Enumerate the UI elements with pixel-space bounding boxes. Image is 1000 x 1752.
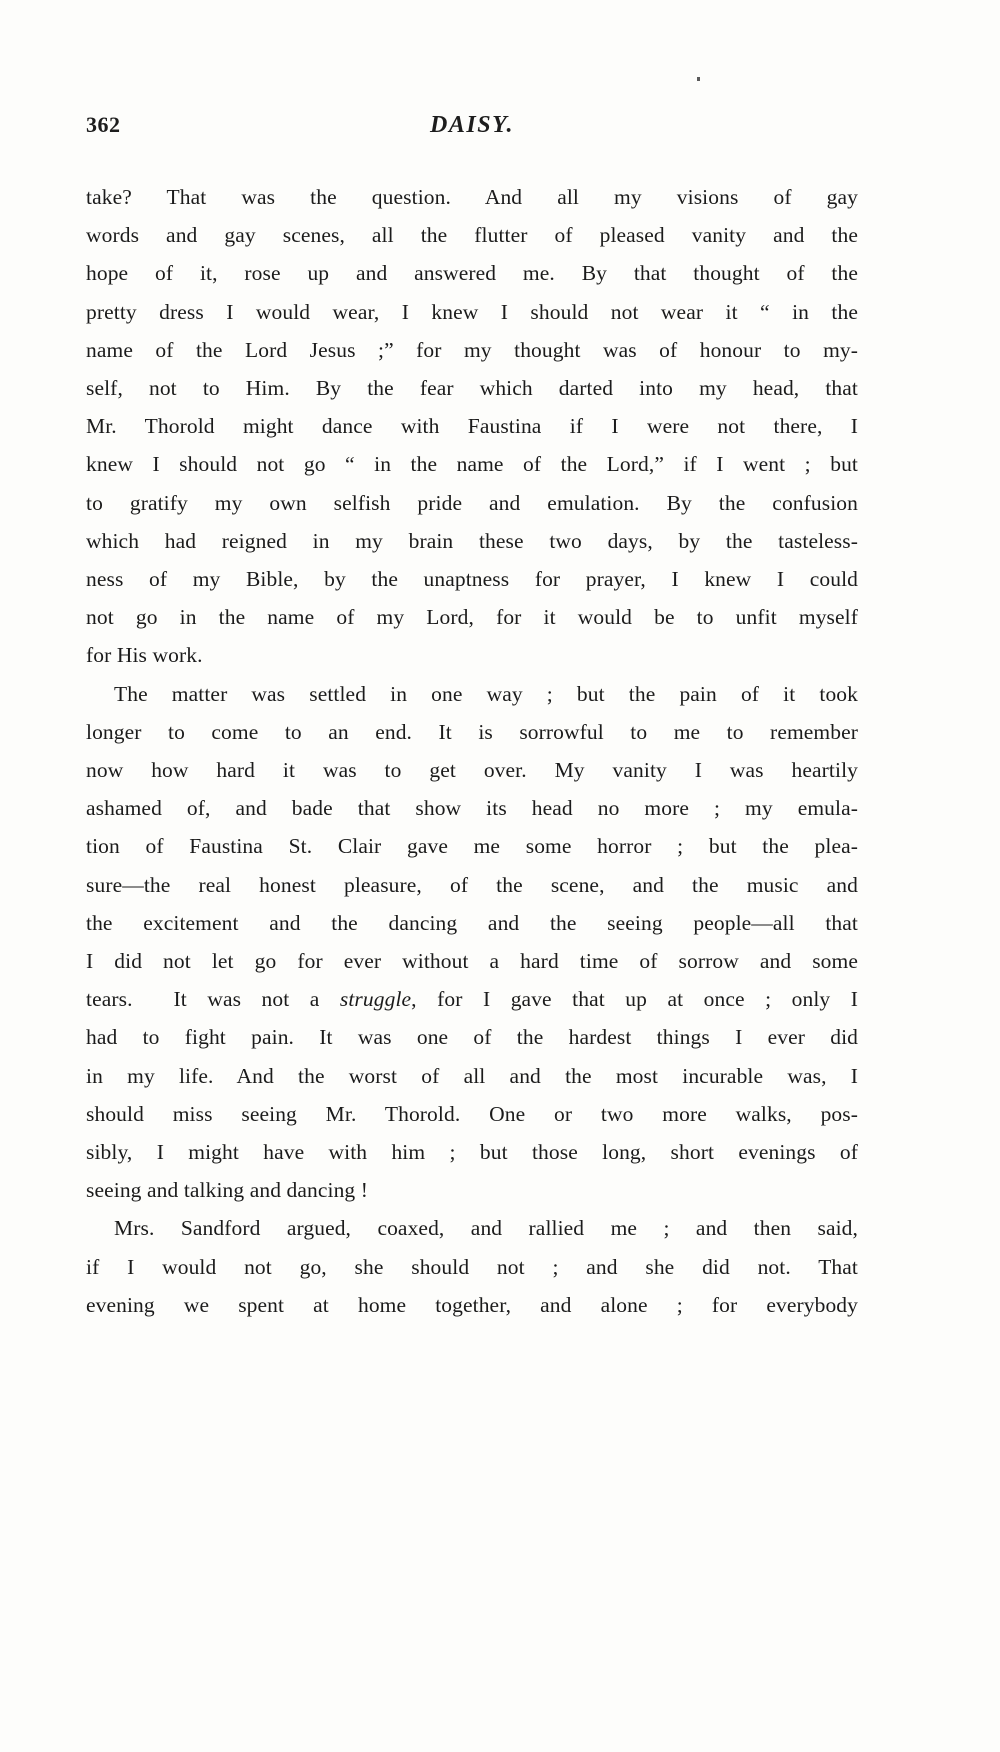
text-line: for His work. bbox=[86, 643, 203, 668]
text-line: had to fight pain. It was one of the hardest things I ever did bbox=[86, 1025, 858, 1050]
text-line: seeing and talking and dancing ! bbox=[86, 1178, 369, 1203]
text-line-with-emphasis: tears. It was not a struggle, for I gave that up at once ; only I bbox=[86, 987, 858, 1012]
text-line: evening we spent at home together, and alone ; for everybody bbox=[86, 1292, 858, 1317]
text-line: words and gay scenes, all the flutter of pleased vanity and the bbox=[86, 223, 858, 248]
page-number: 362 bbox=[86, 112, 121, 137]
text-line: in my life. And the worst of all and the most incurable was, I bbox=[86, 1063, 858, 1088]
text-line: pretty dress I would wear, I knew I should not wear it “ in the bbox=[86, 299, 858, 324]
page-speck-mark bbox=[697, 77, 700, 81]
text-line: now how hard it was to get over. My vanity I was heartily bbox=[86, 758, 858, 783]
text-line: knew I should not go “ in the name of the Lord,” if I went ; but bbox=[86, 452, 858, 477]
text-line: not go in the name of my Lord, for it would be to unfit myself bbox=[86, 605, 858, 630]
text-line: longer to come to an end. It is sorrowful to me to remember bbox=[86, 719, 858, 744]
text-line: take? That was the question. And all my visions of gay bbox=[86, 185, 858, 209]
text-line: should miss seeing Mr. Thorold. One or two more walks, pos- bbox=[86, 1101, 858, 1126]
text-line: Mrs. Sandford argued, coaxed, and rallied me ; and then said, bbox=[114, 1216, 858, 1241]
text-line: hope of it, rose up and answered me. By that thought of the bbox=[86, 261, 858, 286]
text-line: sibly, I might have with him ; but those long, short evenings of bbox=[86, 1140, 858, 1165]
text-line: The matter was settled in one way ; but the pain of it took bbox=[114, 681, 858, 706]
emphasis-word: struggle bbox=[339, 987, 412, 1012]
text-line: ness of my Bible, by the unaptness for prayer, I knew I could bbox=[86, 567, 858, 592]
text-line: if I would not go, she should not ; and she did not. That bbox=[86, 1254, 858, 1279]
text-line: I did not let go for ever without a hard time of sorrow and some bbox=[86, 949, 858, 974]
running-title: DAISY. bbox=[430, 112, 514, 138]
text-line: name of the Lord Jesus ;” for my thought was of honour to my- bbox=[86, 337, 858, 362]
paragraph-2 bbox=[86, 675, 858, 1210]
page-header bbox=[86, 112, 858, 146]
page-body bbox=[86, 178, 858, 1324]
text-line: ashamed of, and bade that show its head no more ; my emula- bbox=[86, 796, 858, 821]
text-line: the excitement and the dancing and the seeing people—all that bbox=[86, 910, 858, 935]
text-line: Mr. Thorold might dance with Faustina if I were not there, I bbox=[86, 414, 858, 439]
text-line: which had reigned in my brain these two days, by the tasteless- bbox=[86, 528, 858, 553]
text-line: to gratify my own selfish pride and emulation. By the confusion bbox=[86, 490, 858, 515]
paragraph-1 bbox=[86, 178, 858, 675]
text-line: tion of Faustina St. Clair gave me some horror ; but the plea- bbox=[86, 834, 858, 859]
paragraph-3 bbox=[86, 1209, 858, 1324]
text-line: self, not to Him. By the fear which darted into my head, that bbox=[86, 376, 858, 401]
text-line: sure—the real honest pleasure, of the scene, and the music and bbox=[86, 872, 858, 897]
